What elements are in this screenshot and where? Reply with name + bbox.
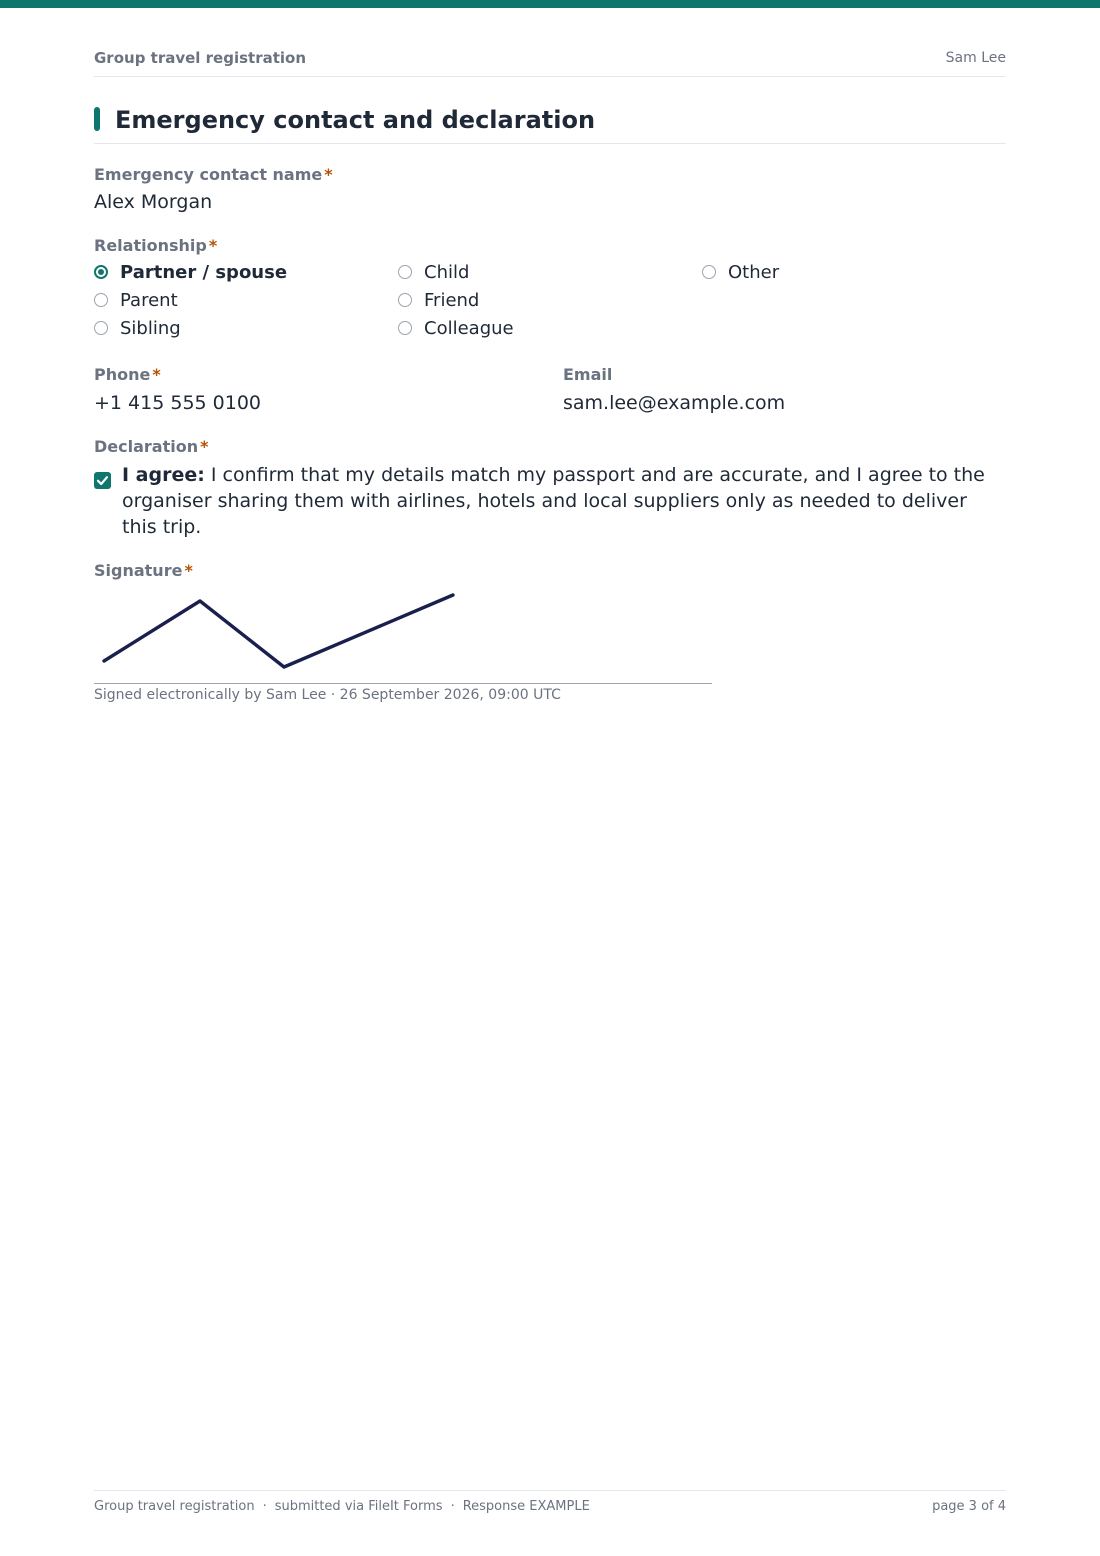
contact-name-label (94, 165, 333, 185)
form-name: Group travel registration (94, 49, 307, 67)
footer-form-name: Group travel registration (94, 1499, 255, 1514)
declaration-label (94, 437, 208, 457)
required-mark: * (208, 236, 218, 255)
phone-label-text: Phone (94, 365, 151, 384)
radio-button[interactable] (94, 293, 108, 307)
phone-label (94, 365, 161, 385)
radio-button[interactable] (398, 265, 412, 279)
footer-separator: · (262, 1499, 267, 1514)
radio-button[interactable] (398, 321, 412, 335)
declaration-text (122, 462, 1006, 540)
section-title: Emergency contact and declaration (115, 106, 596, 134)
signature-label (94, 561, 193, 581)
email-value: sam.lee@example.com (563, 392, 786, 414)
radio-label: Child (424, 262, 470, 283)
user-name: Sam Lee (945, 50, 1006, 66)
page-number: page 3 of 4 (932, 1499, 1006, 1514)
radio-button[interactable] (398, 293, 412, 307)
radio-label: Friend (424, 290, 480, 311)
top-accent-bar (0, 0, 1100, 8)
radio-button[interactable] (702, 265, 716, 279)
radio-button[interactable] (94, 265, 108, 279)
email-label (563, 365, 612, 385)
section-accent-bar (94, 107, 100, 131)
signature-label-text: Signature (94, 561, 183, 580)
relationship-label-text: Relationship (94, 236, 207, 255)
contact-name-label-text: Emergency contact name (94, 165, 323, 184)
radio-label: Other (728, 262, 780, 283)
declaration-label-text: Declaration (94, 437, 199, 456)
signature-caption: Signed electronically by Sam Lee · 26 September 2026, 09:00 UTC (94, 687, 561, 703)
footer-response-id: Response EXAMPLE (462, 1499, 590, 1514)
section-heading (94, 104, 1006, 144)
contact-name-value: Alex Morgan (94, 191, 213, 213)
phone-value: +1 415 555 0100 (94, 392, 262, 414)
radio-label: Colleague (424, 318, 514, 339)
relationship-label (94, 236, 217, 256)
running-footer (94, 1490, 1006, 1521)
required-mark: * (324, 165, 333, 184)
required-mark: * (200, 437, 209, 456)
declaration-checkbox[interactable] (94, 472, 111, 489)
declaration-body: I confirm that my details match my passport and are accurate, and I agree to the organiser sharing them with airlines, hotels and local suppliers only as needed to deliver this trip. (122, 464, 985, 538)
signature-drawing (94, 588, 712, 683)
radio-label: Parent (120, 290, 178, 311)
running-header (94, 48, 1006, 77)
checkmark-icon (94, 472, 111, 489)
required-mark: * (184, 561, 193, 580)
signature-box (94, 588, 712, 684)
footer-info (94, 1499, 590, 1514)
required-mark: * (152, 365, 161, 384)
radio-button[interactable] (94, 321, 108, 335)
radio-label: Partner / spouse (120, 262, 288, 283)
footer-submitted-via: submitted via FileIt Forms (274, 1499, 443, 1514)
email-label-text: Email (563, 365, 613, 384)
declaration-lead: I agree: (122, 464, 205, 486)
footer-separator: · (450, 1499, 455, 1514)
radio-label: Sibling (120, 318, 181, 339)
